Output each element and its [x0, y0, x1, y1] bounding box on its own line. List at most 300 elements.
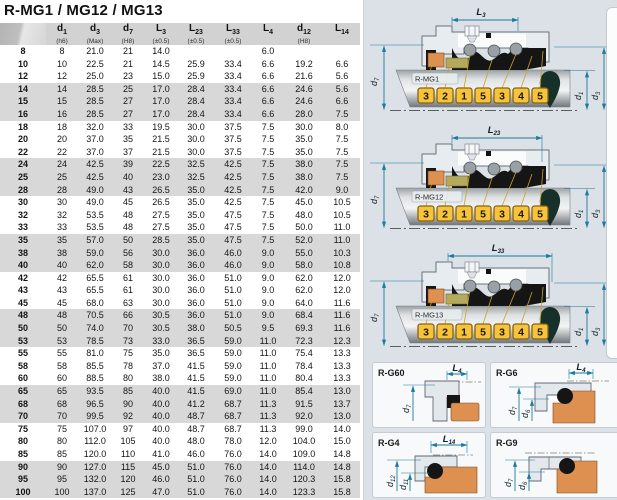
dimension-value: 27.5: [152, 209, 170, 220]
dimension-value: 37.5: [224, 134, 242, 145]
variant-label: R-G9: [496, 438, 518, 448]
dimension-value: 27.5: [152, 222, 170, 233]
dimension-value: 41.5: [187, 386, 205, 397]
table-row: [0, 410, 360, 423]
dimension-value: 30.0: [152, 272, 170, 283]
dimension-value: 48: [122, 222, 133, 233]
table-row: [0, 259, 360, 272]
variant-label: R-G6: [496, 368, 518, 378]
dimension-value: 62.0: [295, 272, 313, 283]
table-row: [0, 335, 360, 348]
dimension-value: 30.0: [152, 260, 170, 271]
dimension-value: 25.0: [86, 71, 104, 82]
dimension-value: 9.0: [261, 297, 275, 308]
row-size-label: 45: [17, 297, 28, 308]
dimension-value: 48.0: [187, 436, 205, 447]
table-row: [0, 171, 360, 184]
table-row: [0, 385, 360, 398]
dimension-value: 72.3: [295, 335, 313, 346]
dimension-value: 30.5: [152, 310, 170, 321]
dimension-value: 97: [122, 423, 133, 434]
table-row: [0, 121, 360, 134]
dimension-value: 46.0: [224, 247, 242, 258]
dimension-value: 9.0: [261, 247, 275, 258]
dimension-value: 33.4: [224, 71, 242, 82]
dim-L4: [569, 363, 593, 379]
dimension-value: 55: [56, 348, 67, 359]
row-size-label: 8: [20, 46, 26, 56]
dimension-value: 32.0: [86, 121, 104, 132]
dimension-value: [284, 45, 324, 58]
dimension-value: 28.5: [86, 108, 104, 119]
dimension-value: 7.5: [261, 184, 275, 195]
svg-text:d7: $d_7$: [507, 406, 519, 415]
row-size-label: 40: [17, 260, 28, 271]
dimension-value: 68.4: [295, 310, 313, 321]
dimension-value: 11.6: [333, 323, 351, 334]
dimension-value: 46.0: [152, 474, 170, 485]
row-size-label: 42: [17, 272, 28, 283]
dimension-value: 40.0: [152, 423, 170, 434]
dimension-value: 28.4: [187, 96, 205, 107]
page-title: R-MG1 / MG12 / MG13: [4, 2, 163, 19]
table-row: [0, 423, 360, 436]
dimension-value: 41.2: [187, 398, 205, 409]
diagram-r-g4: [372, 432, 486, 498]
dimension-value: 9.0: [261, 260, 275, 271]
dimension-value: 47.0: [152, 486, 170, 497]
dimension-value: 11.0: [259, 348, 277, 359]
dimension-value: 21.0: [86, 46, 104, 56]
dimension-value: 35.0: [187, 209, 205, 220]
row-size-label: 28: [17, 184, 28, 195]
dimension-value: 52.0: [295, 234, 313, 245]
dimension-value: 48.0: [295, 209, 313, 220]
dimension-value: 50.0: [295, 222, 313, 233]
dimension-value: 14.0: [333, 423, 351, 434]
table-row: [0, 196, 360, 209]
dimension-value: 14: [56, 83, 67, 94]
row-size-label: 53: [17, 335, 28, 346]
dimension-value: 14.5: [152, 58, 170, 69]
dimension-value: 36.5: [187, 348, 205, 359]
dimension-value: 68.7: [224, 398, 242, 409]
table-row: [0, 221, 360, 234]
dimension-value: 42: [56, 272, 67, 283]
dimension-value: 9.0: [261, 272, 275, 283]
table-row: [0, 360, 360, 373]
dimension-value: 115: [120, 461, 136, 472]
row-size-label: 18: [17, 121, 28, 132]
dimension-value: 7.5: [261, 234, 275, 245]
dimension-value: 42.5: [224, 184, 242, 195]
table-header-row: [0, 23, 360, 45]
dimension-value: 26.5: [152, 197, 170, 208]
dimension-value: 58: [56, 360, 67, 371]
dimension-value: 26.5: [152, 184, 170, 195]
dimension-value: 6.0: [261, 46, 275, 56]
dimension-value: 28.4: [187, 83, 205, 94]
dimension-value: 51.0: [224, 297, 242, 308]
dimension-value: 127.0: [83, 461, 107, 472]
dimension-value: 13.0: [333, 411, 351, 422]
dimension-value: 38.0: [295, 171, 313, 182]
dimension-value: 17.0: [152, 83, 170, 94]
dimension-value: 7.5: [261, 146, 275, 157]
dimension-value: 22: [56, 146, 67, 157]
column-header: $L_{14}$: [324, 23, 360, 45]
dimension-value: 7.5: [261, 222, 275, 233]
dimension-value: 123.3: [292, 486, 316, 497]
dimension-value: 36.5: [187, 335, 205, 346]
dimension-value: 51.0: [187, 474, 205, 485]
svg-text:L4: L4: [576, 363, 586, 374]
dimension-value: 15.0: [152, 71, 170, 82]
dimension-value: 37.0: [86, 146, 104, 157]
dimension-value: 51.0: [187, 461, 205, 472]
dimension-value: 50: [122, 234, 133, 245]
dimension-value: 11.0: [259, 335, 277, 346]
dimension-value: 37.5: [224, 146, 242, 157]
table-row: [0, 58, 360, 71]
dimension-value: 66: [122, 310, 133, 321]
dimension-value: 75.4: [295, 348, 313, 359]
dimension-value: 14.0: [152, 46, 170, 56]
dimension-value: 64.0: [295, 297, 313, 308]
dimension-value: 35.0: [187, 184, 205, 195]
dimension-value: 25: [122, 83, 133, 94]
table-row: [0, 284, 360, 297]
dimension-value: 45: [122, 197, 133, 208]
dimension-value: 11.0: [333, 234, 351, 245]
table-row: [0, 95, 360, 108]
dimension-value: 42.5: [224, 197, 242, 208]
dimension-value: 63: [122, 297, 133, 308]
dimension-value: 25.9: [187, 58, 205, 69]
dimension-value: 80.4: [295, 373, 313, 384]
dimension-value: 105: [120, 436, 136, 447]
dimension-value: 48: [56, 310, 67, 321]
dimension-value: 68: [56, 398, 67, 409]
dimension-value: 10.3: [333, 247, 351, 258]
dimension-value: 17.0: [152, 108, 170, 119]
column-header: $d_3$ (Max): [78, 23, 112, 45]
dimension-value: 13.3: [333, 360, 351, 371]
dimension-value: 51.0: [224, 310, 242, 321]
dimension-value: 53: [56, 335, 67, 346]
table-row: [0, 486, 360, 499]
dimension-value: 7.5: [261, 134, 275, 145]
dimension-value: 11.6: [333, 310, 351, 321]
dimension-value: 53.5: [86, 222, 104, 233]
dimension-value: 62.0: [86, 260, 104, 271]
dimension-value: 37.0: [86, 134, 104, 145]
dimension-value: 11.0: [259, 360, 277, 371]
dimension-value: 69.3: [295, 323, 313, 334]
dimension-value: 51.0: [224, 285, 242, 296]
dimension-value: 50: [56, 323, 67, 334]
row-size-label: 50: [17, 323, 28, 334]
dimension-value: 85.4: [295, 386, 313, 397]
variant-label: R-G60: [378, 368, 405, 378]
dimension-value: 6.6: [335, 96, 349, 107]
row-size-label: 38: [17, 247, 28, 258]
dimension-value: 137.0: [83, 486, 107, 497]
dimension-value: 58.0: [295, 260, 313, 271]
diagram-r-g9: [490, 432, 617, 498]
dimension-value: 9.5: [261, 323, 275, 334]
table-row: [0, 45, 360, 58]
dimension-value: 85.5: [86, 360, 104, 371]
dimension-value: 33: [56, 222, 67, 233]
dimension-value: 36.0: [187, 272, 205, 283]
dimension-value: 22.5: [152, 159, 170, 170]
dimension-value: 40: [122, 171, 133, 182]
dimension-value: 27: [122, 108, 133, 119]
row-size-label: 25: [17, 171, 28, 182]
svg-text:d12: $d_{12}$: [385, 475, 397, 487]
column-header: $L_4$: [252, 23, 284, 45]
dimension-value: 15.8: [333, 486, 351, 497]
dimension-value: 14.8: [333, 449, 351, 459]
dimension-value: 30: [56, 197, 67, 208]
dim-L4: [447, 363, 467, 380]
dimension-value: 10.5: [333, 197, 351, 208]
dimension-value: 28.5: [152, 234, 170, 245]
dim-L14: [431, 434, 467, 453]
dimension-value: 38.0: [152, 373, 170, 384]
dimension-value: 49.0: [86, 184, 104, 195]
dimension-value: 9.0: [261, 285, 275, 296]
dimension-value: 27: [122, 96, 133, 107]
model-label: R-MG12: [415, 192, 444, 202]
dimension-value: 11.0: [333, 222, 351, 233]
dimension-value: 59.0: [224, 335, 242, 346]
dimension-value: 120: [120, 474, 136, 485]
table-row: [0, 70, 360, 83]
dimension-value: 10: [56, 58, 67, 69]
dimension-value: 109.0: [292, 449, 316, 459]
svg-text:d6: $d_6$: [520, 409, 532, 418]
dimension-value: 30.0: [187, 121, 205, 132]
dimension-value: 45: [56, 297, 67, 308]
table-row: [0, 158, 360, 171]
dimension-value: 78.4: [295, 360, 313, 371]
dimension-value: 35: [56, 234, 67, 245]
row-size-label: 30: [17, 197, 28, 208]
dimension-value: 25: [56, 171, 67, 182]
dimension-value: 16: [56, 108, 67, 119]
dimension-value: 96.5: [86, 398, 104, 409]
table-row: [0, 83, 360, 96]
dimension-value: 23.0: [152, 171, 170, 182]
dimension-value: 8: [59, 46, 65, 56]
dimension-value: 42.0: [295, 184, 313, 195]
dimension-value: 57.0: [86, 234, 104, 245]
dimension-value: 30.0: [152, 247, 170, 258]
dimension-value: 39: [122, 159, 133, 170]
dimension-value: 61: [122, 285, 133, 296]
dimension-value: 24.6: [295, 83, 313, 94]
svg-text:L23: $L_{23}$: [487, 125, 501, 137]
dimension-value: 7.5: [335, 171, 349, 182]
dimension-value: 120.0: [83, 449, 107, 459]
table-row: [0, 297, 360, 310]
dimension-value: 33.4: [224, 58, 242, 69]
dimension-value: 90: [122, 398, 133, 409]
dimension-value: 76.0: [224, 449, 242, 459]
dimension-value: 85: [56, 449, 67, 459]
dimension-value: 35.0: [187, 234, 205, 245]
dimension-value: 45.0: [295, 197, 313, 208]
page-edge-box: [606, 7, 617, 359]
column-header: $d_7$ (H8): [112, 23, 144, 45]
dimension-value: 8.0: [335, 121, 349, 132]
dimension-value: 32.5: [187, 171, 205, 182]
dimension-value: 28.4: [187, 108, 205, 119]
dimension-value: 35.0: [295, 134, 313, 145]
dimension-value: 76.0: [224, 486, 242, 497]
dimension-value: 50.5: [224, 323, 242, 334]
dimension-value: 25.9: [187, 71, 205, 82]
dimension-value: 10.8: [333, 260, 351, 271]
dimension-value: 14.0: [259, 486, 277, 497]
dimension-value: 19.2: [295, 58, 313, 69]
svg-text:d7: $d_7$: [503, 478, 515, 487]
dimension-value: 30.0: [152, 285, 170, 296]
dimension-value: 59.0: [224, 348, 242, 359]
dimension-value: 6.6: [261, 58, 275, 69]
dimension-value: 32.5: [187, 159, 205, 170]
dimension-value: 13.3: [333, 373, 351, 384]
dimension-value: 36.0: [187, 297, 205, 308]
dimension-value: 35.0: [152, 348, 170, 359]
dimension-value: 45.0: [152, 461, 170, 472]
column-header: $L_{33}$ (±0.5): [214, 23, 252, 45]
table-row: [0, 133, 360, 146]
dimension-value: 12.3: [333, 335, 351, 346]
dimension-value: [178, 45, 214, 58]
dimension-value: 91.5: [295, 398, 313, 409]
dimension-table: [0, 23, 360, 498]
dimension-value: 59.0: [86, 247, 104, 258]
table-row: [0, 234, 360, 247]
table-row: [0, 347, 360, 360]
dimension-value: 110: [120, 449, 136, 459]
table-row: [0, 448, 360, 461]
dimension-value: 93.5: [86, 386, 104, 397]
dimension-value: 33.0: [152, 335, 170, 346]
dimension-value: 53.5: [86, 209, 104, 220]
dimension-value: 6.6: [261, 108, 275, 119]
diagram-panel: [363, 0, 617, 500]
dimension-value: 13.3: [333, 348, 351, 359]
row-size-label: 15: [17, 96, 28, 107]
table-row: [0, 435, 360, 448]
dimension-value: 18: [56, 121, 67, 132]
table-row: [0, 309, 360, 322]
row-size-label: 75: [17, 423, 28, 434]
row-size-label: 16: [17, 108, 28, 119]
row-size-label: 100: [15, 486, 31, 497]
dimension-value: 21.5: [152, 146, 170, 157]
dimension-value: 30.0: [187, 146, 205, 157]
row-size-label: 48: [17, 310, 28, 321]
dimension-value: 11.3: [259, 411, 277, 422]
dimension-value: 14.8: [333, 461, 351, 472]
dimension-value: 42.5: [86, 171, 104, 182]
dimension-value: 33.4: [224, 96, 242, 107]
dimension-value: 95: [56, 474, 67, 485]
dimension-value: 73: [122, 335, 133, 346]
dimension-value: 68.0: [86, 297, 104, 308]
dimension-value: 7.5: [261, 197, 275, 208]
row-size-label: 70: [17, 411, 28, 422]
dimension-value: 40.0: [152, 386, 170, 397]
dimension-value: 37.5: [224, 121, 242, 132]
dimension-value: 19.5: [152, 121, 170, 132]
table-corner-cell: [0, 23, 46, 45]
dimension-value: 41.5: [187, 360, 205, 371]
dimension-value: 33: [122, 121, 133, 132]
dimension-value: 46.0: [187, 449, 205, 459]
dimension-value: 14.0: [259, 461, 277, 472]
dimension-value: 42.5: [224, 171, 242, 182]
variant-label: R-G4: [378, 438, 400, 448]
dimension-value: 21.6: [295, 71, 313, 82]
dimension-value: 100: [54, 486, 70, 497]
dimension-value: 12.0: [333, 285, 351, 296]
dimension-value: 61: [122, 272, 133, 283]
row-size-label: 58: [17, 360, 28, 371]
svg-text:L4: L4: [452, 363, 462, 375]
dimension-value: 40: [56, 260, 67, 271]
dimension-value: 28.5: [86, 96, 104, 107]
dimension-value: 30.0: [295, 121, 313, 132]
dimension-value: 35.0: [295, 146, 313, 157]
dimension-value: 60: [56, 373, 67, 384]
dimension-value: 14.0: [259, 474, 277, 485]
dimension-value: 88.5: [86, 373, 104, 384]
dimension-value: 47.5: [224, 209, 242, 220]
row-size-label: 80: [17, 436, 28, 447]
row-size-label: 60: [17, 373, 28, 384]
diagram-r-g6: [490, 362, 617, 428]
dimension-value: 56: [122, 247, 133, 258]
row-size-label: 10: [17, 58, 28, 69]
dimension-value: 10.5: [333, 209, 351, 220]
diagram-r-g60: [372, 362, 486, 428]
dimension-value: 33.4: [224, 108, 242, 119]
dimension-value: 6.6: [261, 83, 275, 94]
dimension-value: 46.0: [224, 260, 242, 271]
dimension-value: 20: [56, 134, 67, 145]
dimension-value: 41.0: [152, 449, 170, 459]
dimension-value: 35.0: [187, 222, 205, 233]
dimension-value: 47.5: [224, 234, 242, 245]
dimension-value: 40.0: [152, 436, 170, 447]
dimension-value: 69.0: [224, 386, 242, 397]
row-size-label: 20: [17, 134, 28, 145]
dimension-value: 51.0: [224, 272, 242, 283]
svg-text:L33: $L_{33}$: [491, 243, 505, 255]
table-row: [0, 209, 360, 222]
dimension-value: 80: [56, 436, 67, 447]
dimension-value: 74.0: [86, 323, 104, 334]
dimension-value: 132.0: [83, 474, 107, 485]
svg-text:d6: $d_6$: [517, 481, 529, 490]
dimension-value: 35: [122, 134, 133, 145]
